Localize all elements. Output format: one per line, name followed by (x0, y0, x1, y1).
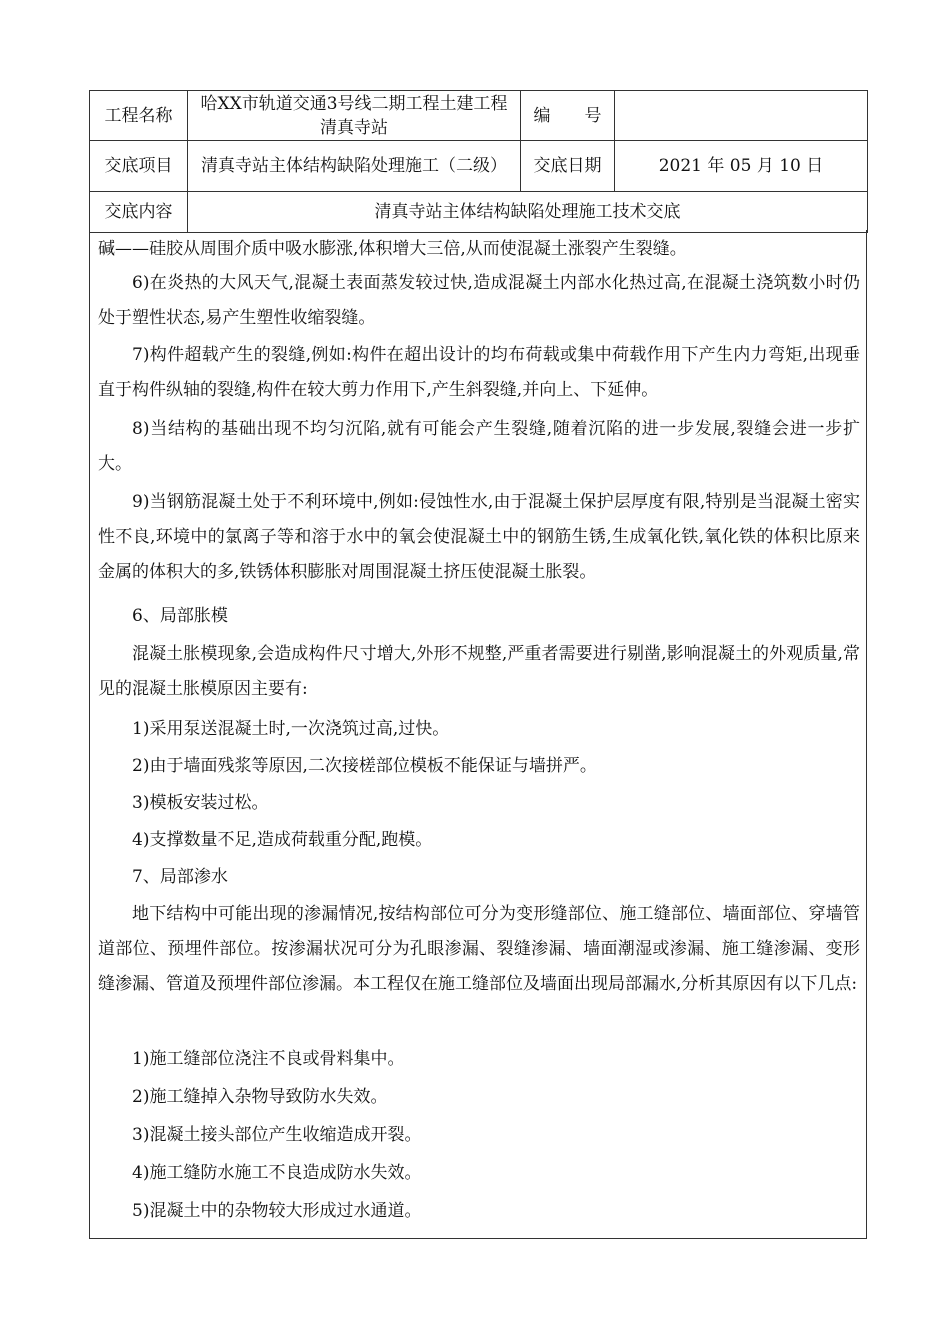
list-item: 2)施工缝掉入杂物导致防水失效。 (132, 1087, 388, 1107)
body-paragraph: 碱——硅胶从周围介质中吸水膨涨,体积增大三倍,从而使混凝土涨裂产生裂缝。 (98, 239, 687, 259)
number-value (615, 91, 868, 141)
body-paragraph: 地下结构中可能出现的渗漏情况,按结构部位可分为变形缝部位、施工缝部位、墙面部位、穿墙管道部位、预埋件部位。按渗漏状况可分为孔眼渗漏、裂缝渗漏、墙面潮湿或渗漏、施工缝渗漏、变形缝渗漏、管道及预埋件部位渗漏。本工程仅在施工缝部位及墙面出现局部漏水,分析其原因有以下几点: (98, 904, 860, 994)
body-paragraph: 混凝土胀模现象,会造成构件尺寸增大,外形不规整,严重者需要进行剔凿,影响混凝土的外观质量,常见的混凝土胀模原因主要有: (98, 644, 860, 699)
body-paragraph: 6)在炎热的大风天气,混凝土表面蒸发较过快,造成混凝土内部水化热过高,在混凝土浇筑数小时仍处于塑性状态,易产生塑性收缩裂缝。 (98, 273, 860, 328)
header-row-content (90, 192, 868, 233)
list-item: 4)支撑数量不足,造成荷载重分配,跑模。 (132, 830, 433, 850)
list-item: 5)混凝土中的杂物较大形成过水通道。 (132, 1201, 422, 1221)
date-label: 交底日期 (521, 141, 615, 192)
header-table (89, 90, 868, 233)
list-item: 1)施工缝部位浇注不良或骨料集中。 (132, 1049, 405, 1069)
item-value: 清真寺站主体结构缺陷处理施工（二级） (188, 141, 521, 192)
number-label: 编 号 (521, 91, 615, 141)
content-value: 清真寺站主体结构缺陷处理施工技术交底 (188, 192, 868, 233)
body-paragraph: 8)当结构的基础出现不均匀沉陷,就有可能会产生裂缝,随着沉陷的进一步发展,裂缝会进一步扩大。 (98, 419, 860, 474)
list-item: 3)模板安装过松。 (132, 793, 269, 813)
section-heading: 7、局部渗水 (132, 867, 228, 887)
project-name-value: 哈XX市轨道交通3号线二期工程土建工程清真寺站 (188, 91, 521, 141)
item-label: 交底项目 (90, 141, 188, 192)
list-item: 4)施工缝防水施工不良造成防水失效。 (132, 1163, 422, 1183)
section-heading: 6、局部胀模 (132, 606, 228, 626)
header-row-project (90, 91, 868, 141)
list-item: 3)混凝土接头部位产生收缩造成开裂。 (132, 1125, 422, 1145)
date-value: 2021 年 05 月 10 日 (615, 141, 868, 192)
content-label: 交底内容 (90, 192, 188, 233)
project-name-label: 工程名称 (90, 91, 188, 141)
body-paragraph: 9)当钢筋混凝土处于不利环境中,例如:侵蚀性水,由于混凝土保护层厚度有限,特别是当混凝土密实性不良,环境中的氯离子等和溶于水中的氧会使混凝土中的钢筋生锈,生成氧化铁,氧化铁的体积比原来金属的体积大的多,铁锈体积膨胀对周围混凝土挤压使混凝土胀裂。 (98, 492, 860, 582)
list-item: 2)由于墙面残浆等原因,二次接槎部位模板不能保证与墙拼严。 (132, 756, 597, 776)
list-item: 1)采用泵送混凝土时,一次浇筑过高,过快。 (132, 719, 450, 739)
header-row-item (90, 141, 868, 192)
body-paragraph: 7)构件超载产生的裂缝,例如:构件在超出设计的均布荷载或集中荷载作用下产生内力弯矩,出现垂直于构件纵轴的裂缝,构件在较大剪力作用下,产生斜裂缝,并向上、下延伸。 (98, 345, 860, 400)
